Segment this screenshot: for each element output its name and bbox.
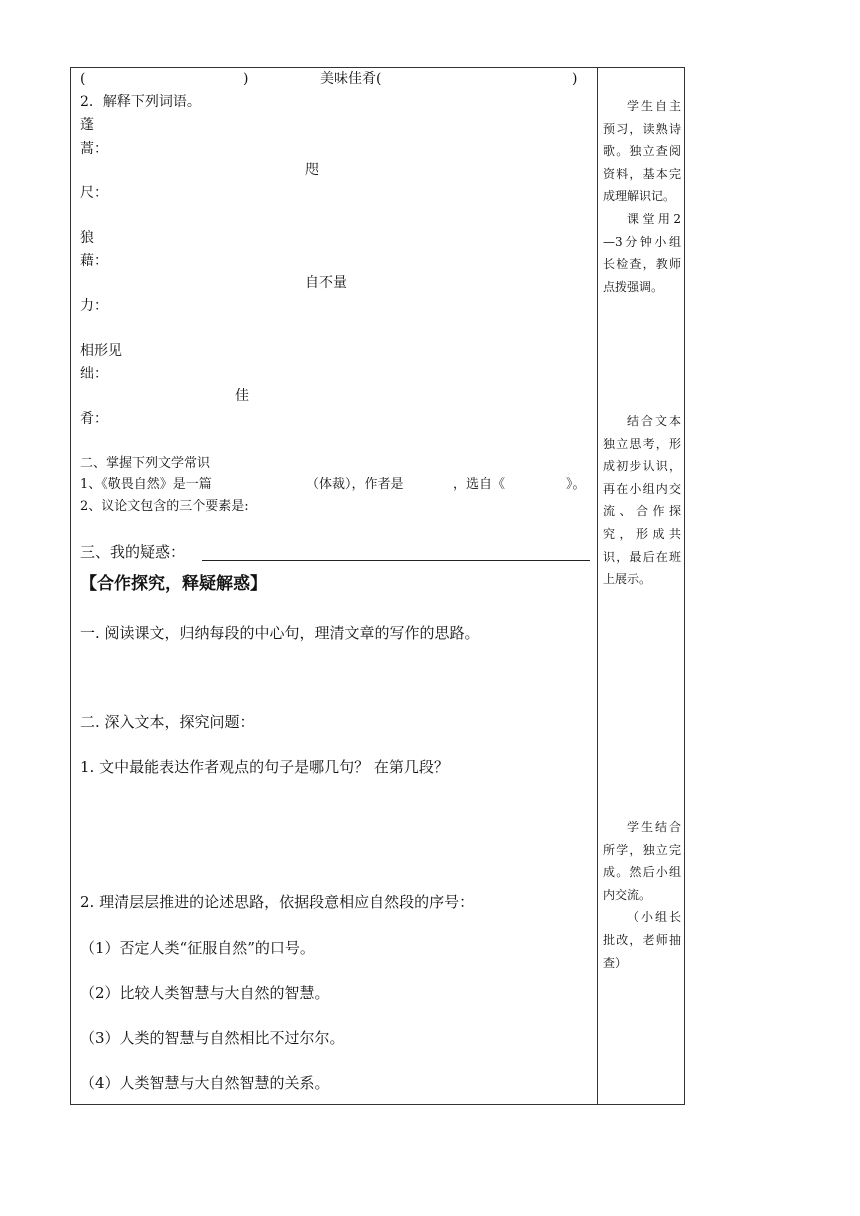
list-item-3: （3）人类的智慧与自然相比不过尔尔。 [80, 1029, 345, 1047]
lit-line-1-c: ，选自《 [453, 477, 506, 492]
question-two-1: 1. 文中最能表达作者观点的句子是哪几句？ 在第几段？ [80, 758, 449, 776]
word-zhichi-a: 咫 [305, 162, 319, 178]
lit-line-1-b: （体裁），作者是 [306, 477, 404, 492]
word-penghao-a: 蓬 [80, 117, 94, 133]
side-note-practice-p2: （小组长批改，老师抽查） [603, 910, 681, 970]
side-note-preview [603, 95, 681, 298]
lit-line-1-d: 》。 [566, 477, 586, 492]
lit-line-1-a: 1、《敬畏自然》是一篇 [80, 477, 212, 492]
word-zhichi-b: 尺： [80, 185, 108, 201]
paren-close-1: ) [243, 71, 249, 87]
word-langji-a: 狼 [80, 230, 94, 246]
question-one: 一. 阅读课文，归纳每段的中心句，理清文章的写作的思路。 [80, 624, 480, 642]
word-penghao-b: 蒿： [80, 141, 108, 157]
section-2-title: 二、掌握下列文学常识 [80, 456, 211, 471]
question-two-2: 2. 理清层层推进的论述思路，依据段意相应自然段的序号： [80, 893, 475, 911]
word-jiayao-a: 佳 [235, 388, 249, 404]
list-item-2: （2）比较人类智慧与大自然的智慧。 [80, 984, 330, 1002]
column-divider [597, 67, 598, 1105]
list-item-4: （4）人类智慧与大自然智慧的关系。 [80, 1074, 330, 1092]
coop-heading: 【合作探究，释疑解惑】 [80, 574, 267, 594]
side-note-preview-p2: 课堂用2—3分钟小组长检查，教师点拨强调。 [603, 211, 681, 294]
section-3-doubts: 三、我的疑惑： [80, 543, 186, 561]
paren-open-1: ( [80, 71, 86, 87]
word-xiangxing-b: 绌： [80, 366, 108, 382]
question-2-title: 2．解释下列词语。 [80, 94, 201, 110]
word-xiangxing-a: 相形见 [80, 343, 122, 359]
doubts-underline [202, 560, 590, 561]
meiwei-label: 美味佳肴( [320, 71, 382, 87]
side-note-discussion-p1: 结合文本独立思考，形成初步认识，再在小组内交流、合作探究，形成共识，最后在班上展示。 [603, 414, 681, 587]
word-zibuliang-a: 自不量 [305, 275, 347, 291]
word-zibuliang-b: 力： [80, 298, 108, 314]
lit-line-2: 2、议论文包含的三个要素是: [80, 499, 249, 514]
paren-close-2: ) [572, 71, 578, 87]
word-jiayao-b: 肴： [80, 411, 108, 427]
list-item-1: （1）否定人类“征服自然”的口号。 [80, 939, 315, 957]
side-note-discussion [603, 410, 681, 591]
side-note-preview-p1: 学生自主预习，读熟诗歌。独立查阅资料，基本完成理解识记。 [603, 99, 681, 204]
side-note-practice-p1: 学生结合所学，独立完成。然后小组内交流。 [603, 820, 681, 902]
word-langji-b: 藉： [80, 253, 108, 269]
side-note-practice [603, 816, 681, 974]
question-two: 二. 深入文本，探究问题： [80, 713, 255, 731]
